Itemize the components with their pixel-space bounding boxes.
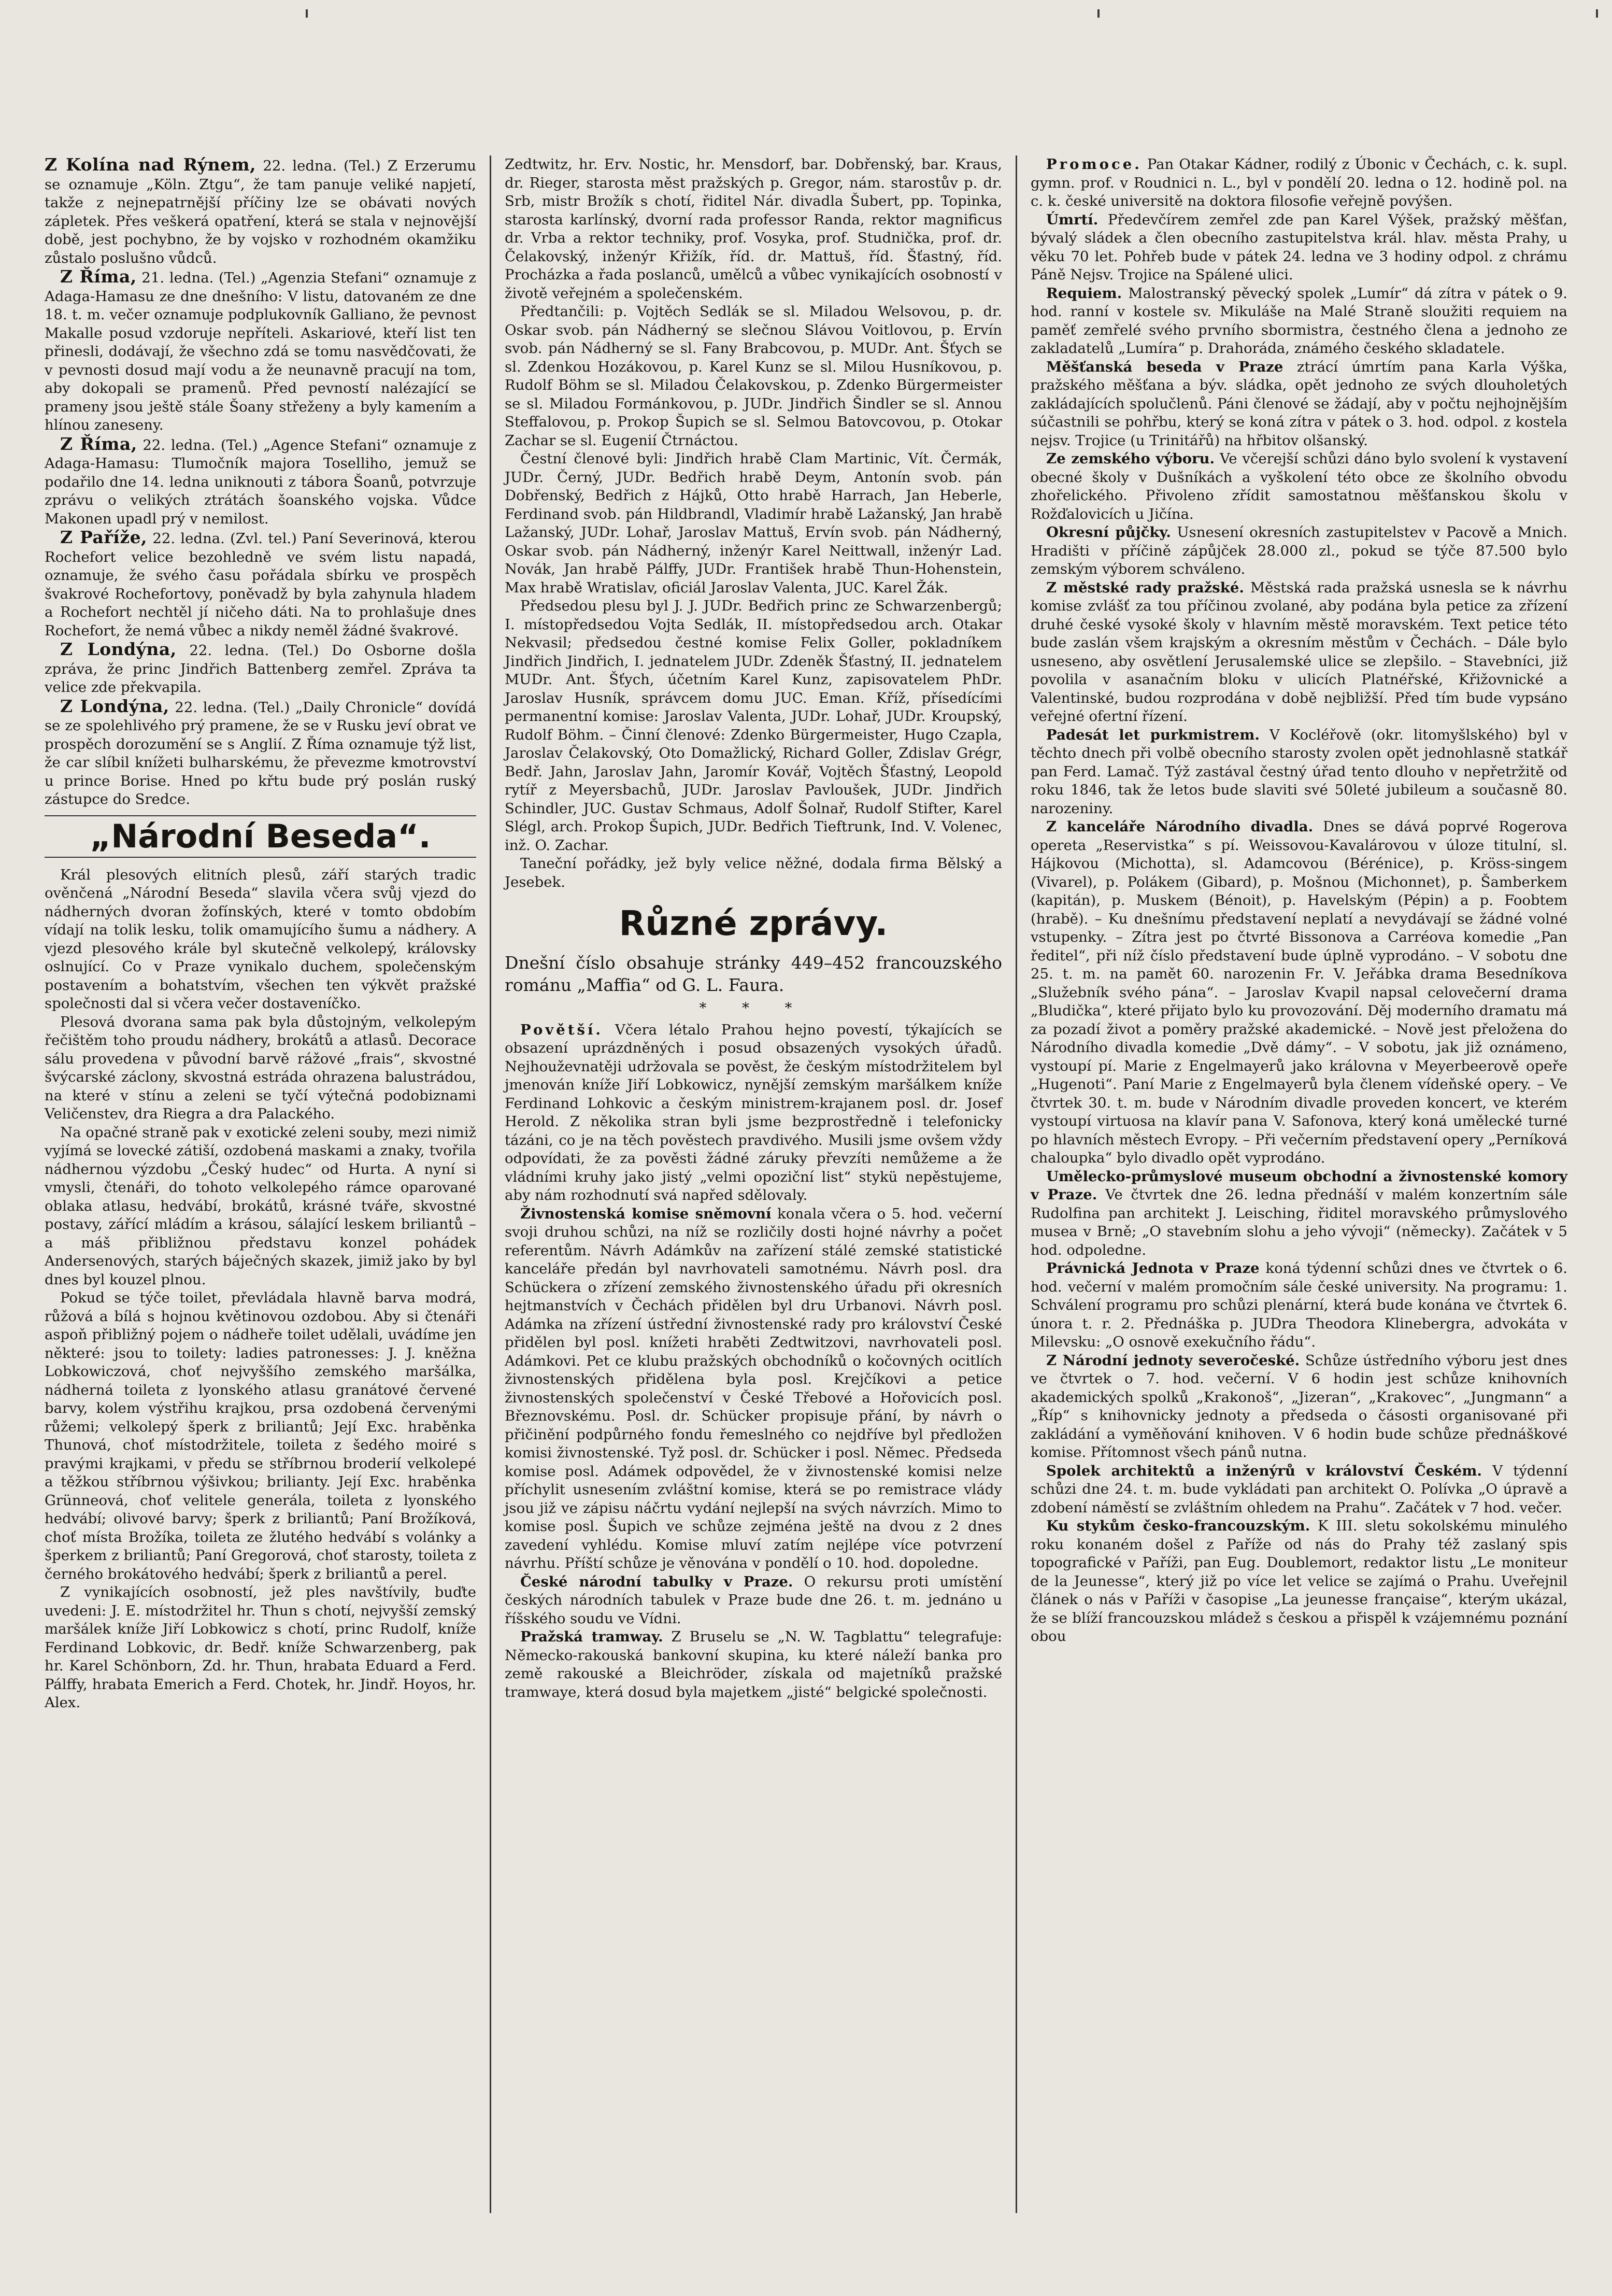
- item-heading: Requiem.: [1046, 285, 1122, 302]
- item-heading: Z kanceláře Národního divadla.: [1046, 818, 1314, 835]
- item-heading: Právnická Jednota v Praze: [1046, 1260, 1260, 1277]
- item-heading: Spolek architektů a inženýrů v království Českém.: [1046, 1462, 1482, 1479]
- dateline: Z Kolína nad Rýnem,: [45, 155, 256, 175]
- item-heading: Ze zemského výboru.: [1046, 450, 1215, 467]
- item-body: Městská rada pražská usnesla se k návrhu komise zvlášť za tou příčinou zvolané, aby podána byla petice za zřízení druhé české vysoké školy v hlavním městě moravském. Text petice této bude zaslán všem krajským a okresním městům v Čechách. – Dále bylo usneseno, aby osvětlení Jerusalemské ulice se zlepšilo. – Stavebníci, již povolila v asanačním bloku v ulicích Platnéřské, Křižovnické a Valentinské, budou rozprodána v době nejbližší. Před tím bude vypsáno veřejné ofertní řízení.: [1031, 579, 1568, 725]
- item-heading: Okresní půjčky.: [1046, 524, 1171, 541]
- news-item: [45, 528, 476, 640]
- news-item: [1031, 1259, 1567, 1352]
- item-body: Schůze ústředního výboru jest dnes ve čtvrtek o 7. hod. večerní. V 6 hodin jest schůze knihovních akademických spolků „Krakonoš“, „Jizeran“, „Krakovec“, „Jungmann“ a „Říp“ s knihovnicky jednoty a předseda o čásosti organisované při zakládání a vyměňování knihoven. V 6 hodin bude schůze přednáškové komise. Přítomnost všech pánů nutna.: [1031, 1352, 1568, 1461]
- dateline: Z Říma,: [60, 266, 137, 287]
- item-body: V týdenní schůzi dne 24. t. m. bude vykládati pan architekt O. Polívka „O úpravě a zdobení náměstí se zvláštním ohledem na Prahu“. Začátek v 7 hod. večer.: [1031, 1462, 1567, 1516]
- item-heading: Z městské rady pražské.: [1046, 579, 1244, 596]
- beseda-dance-cards: Taneční pořádky, jež byly velice něžné, dodala firma Bělský a Jesebek.: [505, 855, 1002, 890]
- item-body: Včera létalo Prahou hejno povestí, týkajících se obsazení uprázdněných i posud obsazených vysokých úřadů. Nejhouževnatěji udržovala se pověst, že českým místodržitelem byl jmenován kníže Jiří Lobkowicz, nynější zemským maršálkem kníže Ferdinand Lohkovic a českým ministrem-krajanem posl. dr. Josef Herold. Z několika stran byli jsme bezprostředně i telefonicky tázáni, co je na těch pověstech pravdivého. Musili jsme ovšem vždy odpovídati, že za pověsti žádné záruky převzíti nemůžeme a že vládními kruhy jako jistý „velmi opoziční list“ stykü nepěstujeme, aby nám rozhodnutí svá napřed sdělovaly.: [505, 1021, 1002, 1203]
- separator-stars: * * *: [699, 1000, 808, 1016]
- beseda-paragraph: Pokud se týče toilet, převládala hlavně barva modrá, růžová a bílá s hojnou květinovou ozdobou. Aby si čtenáři aspoň přibližný pojem o nádheře toilet udělali, uvádíme jen některé: jsou to toilety: ladies patronesses: J. J. kněžna Lobkowiczová, choť nejvyššího zemského maršálka, nádherná toileta z lyonského atlasu granátové červené barvy, kolem výstřihu krajkou, prsa ozdobená červenými růžemi; velkolepý šperk z briliantů; Její Exc. hraběnka Thunová, choť místodržitele, toileta z šedého moiré s pravými krajkami, v předu se stříbrnou broderií velkolepé a těžkou stříbrnou výšivkou; brilianty. Její Exc. hraběnka Grünneová, choť velitele generála, toileta z lyonského hedvábí; olivové barvy; šperk z briliantů; Paní Brožíková, choť místa Brožíka, toileta ze žlutého hedvábí s volánky a šperkem z briliantů; Paní Gregorová, choť starosty, toileta z černého brokátového hedvábí; šperk z briliantů a perel.: [45, 1289, 476, 1582]
- news-item: [1031, 285, 1567, 358]
- item-body: Pan Otakar Kádner, rodilý z Úbonic v Čechách, c. k. supl. gymn. prof. v Roudnici n. L., byl v pondělí 20. ledna o 12. hodině pol. na c. k. české universitě na doktora filosofie veřejně povýšen.: [1031, 156, 1567, 209]
- news-item: [45, 435, 476, 529]
- news-item: [505, 1021, 1002, 1205]
- news-item: [1031, 1352, 1567, 1462]
- crop-mark: [1596, 9, 1598, 18]
- item-body: koná týdenní schůzi dnes ve čtvrtek o 6. hod. večerní v malém promočním sále české university. Na programu: 1. Schválení programu pro schůzi plenární, která bude konána ve čtvrtek 6. února t. r. 2. Přednáška p. JUDra Theodora Klinebergra, advokáta v Milevsku: „O osnově exekučního řádu“.: [1031, 1260, 1567, 1350]
- item-body: V Kocléřově (okr. litomyšlského) byl v těchto dnech při volbě obecního starosty zvolen opět jednohlasně statkář pan Ferd. Lamač. Týž zastával čestný úřad tento dlouho v nepřetržitě od roku 1846, tak že letos bude slaviti své 50leté jubileum a současně 80. narozeniny.: [1031, 726, 1568, 817]
- item-heading: Úmrtí.: [1046, 211, 1099, 228]
- dateline: Z Paříže,: [60, 527, 148, 547]
- beseda-guests: Zedtwitz, hr. Erv. Nostic, hr. Mensdorf, bar. Dobřenský, bar. Kraus, dr. Rieger, starosta měst pražských p. Gregor, nám. starostův p. dr. Srb, mistr Brožík s chotí, řiditel Nár. divadla Šubert, pp. Topinka, starosta karlínský, dvorní rada professor Randa, rektor magnificus dr. Vrba a rektor techniky, prof. Vosyka, prof. Studnička, prof. dr. Čelakovský, inženýr Křižík, říd. dr. Mattuš, říd. Šťastný, říd. Procházka a řada poslanců, umělců a vůbec vynikajících osobností v životě veřejném a společenském.: [505, 156, 1002, 302]
- item-body: Malostranský pěvecký spolek „Lumír“ dá zítra v pátek o 9. hod. ranní v kostele sv. Mikuláše na Malé Straně sloužiti requiem na paměť zemřelé svého prvního sbormistra, čestného člena a jednoho ze zakladatelů „Lumíra“ p. Drahoráda, známého českého skladatele.: [1031, 285, 1567, 357]
- item-body: ztrácí úmrtím pana Karla Výška, pražského měšťana a býv. sládka, opět jednoho ze svých dlouholetých zakládajících spolučlenů. Páni členové se žádají, aby v počtu nejhojnějším súčastnili se pohřbu, který se koná zítra v pátek o 3. hod. odpol. z kostela nejsv. Trojice (u Trinitářů) na hřbitov olšanský.: [1031, 358, 1567, 449]
- item-body: K III. sletu sokolskému minulého roku konaném došel z Paříže od nás do Prahy též zaslaný spis topografické v Paříži, pan Eug. Doublemort, redaktor listu „Le moniteur de la Jeunesse“, který již po více let velice se zajímá o Prahu. Uveřejnil článek o nás v Paříži v časopise „La jeunesse française“, kterým ukázal, že se blíží francouzskou mládež s českou a přispěl k vzájemnému poznání obou: [1031, 1518, 1567, 1645]
- dateline: Z Říma,: [60, 433, 137, 454]
- news-item: [1031, 1462, 1567, 1518]
- notice: Dnešní číslo obsahuje stránky 449–452 francouzského románu „Maffia“ od G. L. Faura.: [505, 953, 1002, 995]
- news-item: [1031, 358, 1567, 450]
- beseda-paragraph: Z vynikajících osobností, jež ples navštívily, buďte uvedeni: J. E. místodržitel hr. Thun s chotí, nejvyšší zemský maršálek kníže Jiří Lobkowicz s chotí, princ Rudolf, kníže Ferdinand Lobkovic, dr. Bedř. kníže Schwarzenberg, pak hr. Karel Schönborn, Zd. hr. Thun, hrabata Eduard a Ferd. Pálffy, hrabata Emerich a Ferd. Chotek, hr. Jindř. Hoyos, hr. Alex.: [45, 1584, 476, 1711]
- item-heading: České národní tabulky v Praze.: [520, 1573, 793, 1590]
- column-2: [490, 155, 1016, 2213]
- news-item: [45, 697, 476, 809]
- item-body: Z Bruselu se „N. W. Tagblattu“ telegrafuje: Německo-rakouská bankovní skupina, ku které náleží banka pro země rakouské a Bleichröder, získala od majetníků pražské tramwaye, která dosud byla majetkem „jisté“ belgické společnosti.: [505, 1628, 1003, 1700]
- beseda-paragraph: Na opačné straně pak v exotické zeleni souby, mezi nimiž vyjímá se lovecké zátiší, ozdobená maskami a znaky, tvořila nádhernou výzdobu „Český hudec“ od Hurta. A nyní si vmysli, čtenáři, do tohoto velkolepého rámce oparované oblaka atlasu, hedvábí, brokátů, krásné tváře, skvostné postavy, zářící mládím a krásou, sálající leskem briliantů – a máš přibližnou představu konzel pohádek Andersenových, starých báječných skazek, jimiž jako by byl dnes byl kouzel plnou.: [45, 1124, 476, 1288]
- beseda-banner: „Národní Beseda“.: [45, 815, 476, 858]
- item-heading: Povětší.: [520, 1021, 603, 1038]
- news-item: [45, 155, 476, 267]
- item-body: Ve včerejší schůzi dáno bylo svolení k vystavení obecné školy v Dušníkách a vyškolení této obce ze školního obvodu zhořelického. Přivoleno zřídit samostatnou měšťanskou školu v Rožďalovicích u Jičína.: [1031, 450, 1567, 522]
- crop-mark: [1097, 9, 1100, 18]
- news-body: 22. ledna. (Tel.) Do Osborne došla zpráva, že princ Jindřich Battenberg zemřel. Zpráva ta velice zde překvapila.: [45, 642, 476, 696]
- news-item: [45, 267, 476, 435]
- beseda-paragraph: Plesová dvorana sama pak byla důstojným, velkolepým řečištěm toho proudu nádhery, brokátů a atlasů. Decorace sálu provedena v původní barvě rážové „frais“, skvostné švýcarské záclony, skvostná estráda ohrazena balustrádou, na které v stínu a zeleni se tyčí výtečná podobiznami Veličenstev, dra Riegra a dra Palackého.: [45, 1013, 476, 1122]
- beseda-paragraph: Král plesových elitních plesů, září starých tradic ověnčená „Národní Beseda“ slavila včera svůj vjezd do nádherných dvoran žofínských, které v tomto obdobím vídají na tolik lesku, tolik omamujícího šumu a nádhery. A vjezd plesového krále byl skutečně velkolepý, královsky oslnující. Co v Praze vynikalo duchem, společenským postavením a bohatstvím, všechen ten výkvět pražské společnosti dal si včera večer dostaveníčko.: [45, 866, 476, 1012]
- news-item: [1031, 450, 1567, 523]
- item-heading: Promoce.: [1046, 156, 1142, 173]
- dateline: Z Londýna,: [60, 639, 177, 659]
- item-heading: Ku stykům česko-francouzským.: [1046, 1518, 1310, 1534]
- text-columns: [31, 155, 1581, 2260]
- news-item: [1031, 523, 1567, 579]
- news-item: [1031, 1517, 1567, 1646]
- item-heading: Pražská tramway.: [520, 1628, 663, 1645]
- news-item: [1031, 818, 1567, 1168]
- column-3: [1016, 155, 1581, 2213]
- section-title: Různé zprávy.: [619, 903, 888, 943]
- item-body: Ve čtvrtek dne 26. ledna přednáší v malém konzertním sále Rudolfina pan architekt J. Leisching, řiditel moravského průmyslového musea v Brně; „O stavebním slohu a jeho vývoji“ (německy). Začátek v 5 hod. odpoledne.: [1031, 1186, 1568, 1258]
- news-body: 22. ledna. (Tel.) Z Erzerumu se oznamuje „Köln. Ztgu“, že tam panuje veliké napjetí, takže z nejnepatrnější příčiny lze se obávati nových zápletek. Přes veškerá opatření, která se stala v nejnovější době, jest pochybno, že by vojsko v rozhodném okamžiku zůstalo poslušno vůdců.: [45, 158, 476, 266]
- item-heading: Měšťanská beseda v Praze: [1046, 358, 1283, 375]
- beseda-honorary-members: Čestní členové byli: Jindřich hrabě Clam Martinic, Vít. Čermák, JUDr. Černý, JUDr. Bedřich hrabě Deym, Antonín svob. pán Dobřenský, Bedřich z Hájků, Otto hrabě Harrach, Jan Heberle, Ferdinand svob. pán Hildbrandl, Vladimír hrabě Lažanský, Jan hrabě Lažanský, JUDr. Lohař, Jaroslav Mattuš, Ervín svob. pán Nádherný, Oskar svob. pán Nádherný, inženýr Karel Neittwall, inženýr Lad. Novák, Jan hrabě Pálffy, JUDr. František hrabě Thun-Hohenstein, Max hrabě Wratislav, oficiál Jaroslav Valenta, JUC. Karel Žák.: [505, 450, 1002, 596]
- item-heading: Z Národní jednoty severočeské.: [1046, 1352, 1300, 1369]
- scan-edge-marks: [0, 9, 1612, 25]
- news-body: 22. ledna. (Zvl. tel.) Paní Severinová, kterou Rochefort velice bezohledně ve svém listu napadá, oznamuje, že svého času pořádala sbírku ve prospěch švakrové Rochefortovy, poněvadž by byla zahynula hladem a Rochefort nechtěl jí ničeho dáti. Na to prohlašuje dnes Rochefort, že nemá vůbec a nikdy neměl žádné švakrové.: [45, 530, 476, 639]
- news-body: 22. ledna. (Tel.) „Daily Chronicle“ dovídá se ze spolehlivého prý pramene, že se v Rusku jeví obrat ve prospěch dorozumění se s Anglií. Z Říma oznamuje týž list, že car slíbil knížeti bulharskému, že převezme kmotrovství u prince Borise. Hned po křtu bude prý poslán ruský zástupce do Sredce.: [45, 699, 476, 807]
- news-body: 22. ledna. (Tel.) „Agence Stefani“ oznamuje z Adaga-Hamasu: Tlumočník majora Toselliho, jemuž se podařilo dne 14. ledna uniknouti z tábora Šoanů, potvrzuje zprávu o velikých ztrátách šoanského vojska. Vůdce Makonen upadl prý v nemilost.: [45, 436, 477, 527]
- item-heading: Živnostenská komise sněmovní: [520, 1205, 772, 1222]
- item-body: Předevčírem zemřel zde pan Karel Výšek, pražský měšťan, bývalý sládek a člen obecního zastupitelstva král. hlav. města Prahy, u věku 70 let. Pohřeb bude v pátek 24. ledna ve 3 hodiny odpol. z chrámu Páně Nejsv. Trojice na Spálené ulici.: [1031, 211, 1567, 283]
- item-heading: Padesát let purkmistrem.: [1046, 726, 1260, 743]
- news-item: [1031, 726, 1567, 818]
- beseda-committee: Předsedou plesu byl J. J. JUDr. Bedřich princ ze Schwarzenbergů; I. místopředsedou Vojta Sedlák, II. místopředsedou arch. Otakar Nekvasil; předsedou čestné komise Felix Goller, pokladníkem Jindřich Jindřich, I. jednatelem JUDr. Zdeněk Šťastný, II. jednatelem MUDr. Ant. Šťych, účetním Karel Kunz, zapisovatelem PhDr. Jaroslav Husník, správcem domu JUC. Eman. Kříž, přísedícími permanentní komise: Jaroslav Valenta, JUDr. Lohař, JUDr. Kroupský, Rudolf Böhm. – Činní členové: Zdenko Bürgermeister, Hugo Czapla, Jaroslav Čelakovský, Oto Domažlický, Richard Goller, Zdislav Grégr, Bedř. Jahn, Jaroslav Jahn, Jaromír Kovář, Vojtěch Šťastný, Leopold rytíř z Meyersbachů, JUDr. Jaroslav Pavloušek, JUDr. Jindřich Schindler, JUC. Gustav Schmaus, Adolf Šolnař, Rudolf Stifter, Karel Slégl, arch. Prokop Šupich, JUDr. Bedřich Tieftrunk, Ind. V. Volenec, inž. O. Zachar.: [505, 598, 1002, 854]
- item-body: Dnes se dává poprvé Rogerova opereta „Reservistka“ s pí. Weissovou-Kavalárovou v úloze titulní, sl. Hájkovou (Michotta), sl. Adamcovou (Bérénice), p. Kröss-singem (Vivarel), p. Polákem (Gibard), p. Mošnou (Michonnet), p. Šamberkem (kapitán), p. Muskem (Bénoit), p. Havelským (Pépin) a p. Foobtem (hrabě). – Ku dnešnímu představení neplatí a nevydávají se žádné volné vstupenky. – Zítra jest po čtvrté Bissonova a Carréova komedie „Pan ředitel“, při níž číslo představení bude úplně vyprodáno. – V sobotu dne 25. t. m. na pamět 60. narozenin Fr. V. Jeřábka drama Besedníkova „Služebník svého pána“. – Jaroslav Kvapil napsal celovečerní drama „Bludička“, které přijato bylo ku provozování. Děj moderního dramatu má za pozadí život a poměry pražské akademické. – Nově jest přeložena do Národního divadla komedie „Dvě dámy“. – V sobotu, jak již oznámeno, vystoupí pí. Marie z Engelmayerů jako královna v Meyerbeerově opeře „Hugenoti“. Paní Marie z Engelmayerů byla členem vídeňské opery. – Ve čtvrtek 30. t. m. bude v Národním divadle proveden koncert, ve kterém vystoupí virtuosa na klavír pana V. Safonova, který koná umělecké turné po hlavních městech Evropy. – Při večerním představení opery „Perníková chaloupka“ bylo divadlo opět vyprodáno.: [1031, 818, 1567, 1166]
- news-item: [1031, 579, 1567, 726]
- beseda-dancers: Předtančili: p. Vojtěch Sedlák se sl. Miladou Welsovou, p. dr. Oskar svob. pán Nádherný se slečnou Slávou Voitlovou, p. Ervín svob. pán Nádherný se sl. Fany Brabcovou, p. MUDr. Ant. Šťych se sl. Zdenkou Hozákovou, p. Karel Kunz se sl. Milou Husníkovou, p. Rudolf Böhm se sl. Miladou Čelakovskou, p. Zdenko Bürgermeister se sl. Miladou Formánkovou, p. JUDr. Jindřich Šindler se sl. Annou Steffalovou, p. Prokop Šupich se sl. Selmou Batovcovou, p. Otokar Zachar se sl. Eugenií Čtrnáctou.: [505, 303, 1002, 449]
- crop-mark: [306, 9, 308, 18]
- news-item: [505, 1628, 1002, 1702]
- news-item: [505, 1573, 1002, 1628]
- dateline: Z Londýna,: [60, 696, 169, 716]
- news-item: [1031, 155, 1567, 211]
- news-item: [1031, 1168, 1567, 1260]
- item-body: O rekursu proti umístění českých národních tabulek v Praze bude dne 26. t. m. jednáno u říšského soudu ve Vídni.: [505, 1573, 1002, 1627]
- news-item: [505, 1205, 1002, 1573]
- news-item: [45, 640, 476, 697]
- news-item: [1031, 211, 1567, 285]
- item-body: konala včera o 5. hod. večerní svoji druhou schůzi, na níž se rozličily dosti hojné návrhy a počet referentům. Návrh Adámkův na zařízení stálé zemské statistické kanceláře předán byl navrhovateli samotnému. Návrh posl. dra Schückera o zřízení zemského živnostenského úřadu při okresních hejtmanstvích v Čechách přidělen byl dru Urbanovi. Návrh posl. Adámka na zřízení ústřední živnostenské rady pro království České přidělen byl posl. knížeti hraběti Zedtwitzovi, navrhovateli posl. Adámkovi. Pet ce klubu pražských obchodníků o kočovných ocitlích živnostenských přidělena byla posl. Krejčíkovi a petice živnostenských společenství v České Třebové a Hořovicích posl. Březnovskému. Posl. dr. Schücker propisuje přání, by návrh o přičinění podpůrného fondu řemeslného co nejdříve byl předložen komisi živnostenské. Tyž posl. dr. Schücker i posl. Němec. Předseda komise posl. Adámek odpovědel, že v živnostenské komisi nelze příchylit usnesením zvláštní komise, která se po remistrace vlády jsou již ve zápisu náčrtu vydání nejlepší na svých návrzích. Mimo to komise posl. Šupich ve schůze zejména ještě na dvou z 2 dnes zavedení vyhlédu. Komise mluví zatím nejlépe více potvrzení návrhu. Příští schůze je věnována v pondělí o 10. hod. dopoledne.: [505, 1205, 1002, 1571]
- news-body: 21. ledna. (Tel.) „Agenzia Stefani“ oznamuje z Adaga-Hamasu ze dne dnešního: V listu, datovaném ze dne 18. t. m. večer oznamuje podplukovník Galliano, že pevnost Makalle posud vzdoruje nepříteli. Askariové, kteří list ten přinesli, dodávají, že všechno zdá se tomu nasvědčovati, že v pevnosti dosud mají vodu a že neunavně pracují na tom, aby dokopali se pramenů. Před pevností nalézající se prameny jsou ještě stále Šoany střeženy a byly kamením a hlínou zaneseny.: [45, 270, 477, 433]
- item-body: Usnesení okresních zastupitelstev v Pacově a Mnich. Hradišti v příčině zápůjček 28.000 zl., pokud se týče 87.500 bylo zemským výborem schváleno.: [1031, 524, 1568, 577]
- item-heading: Umělecko-průmyslové museum obchodní a živnostenské komory v Praze.: [1031, 1168, 1567, 1203]
- column-1: [31, 155, 490, 2213]
